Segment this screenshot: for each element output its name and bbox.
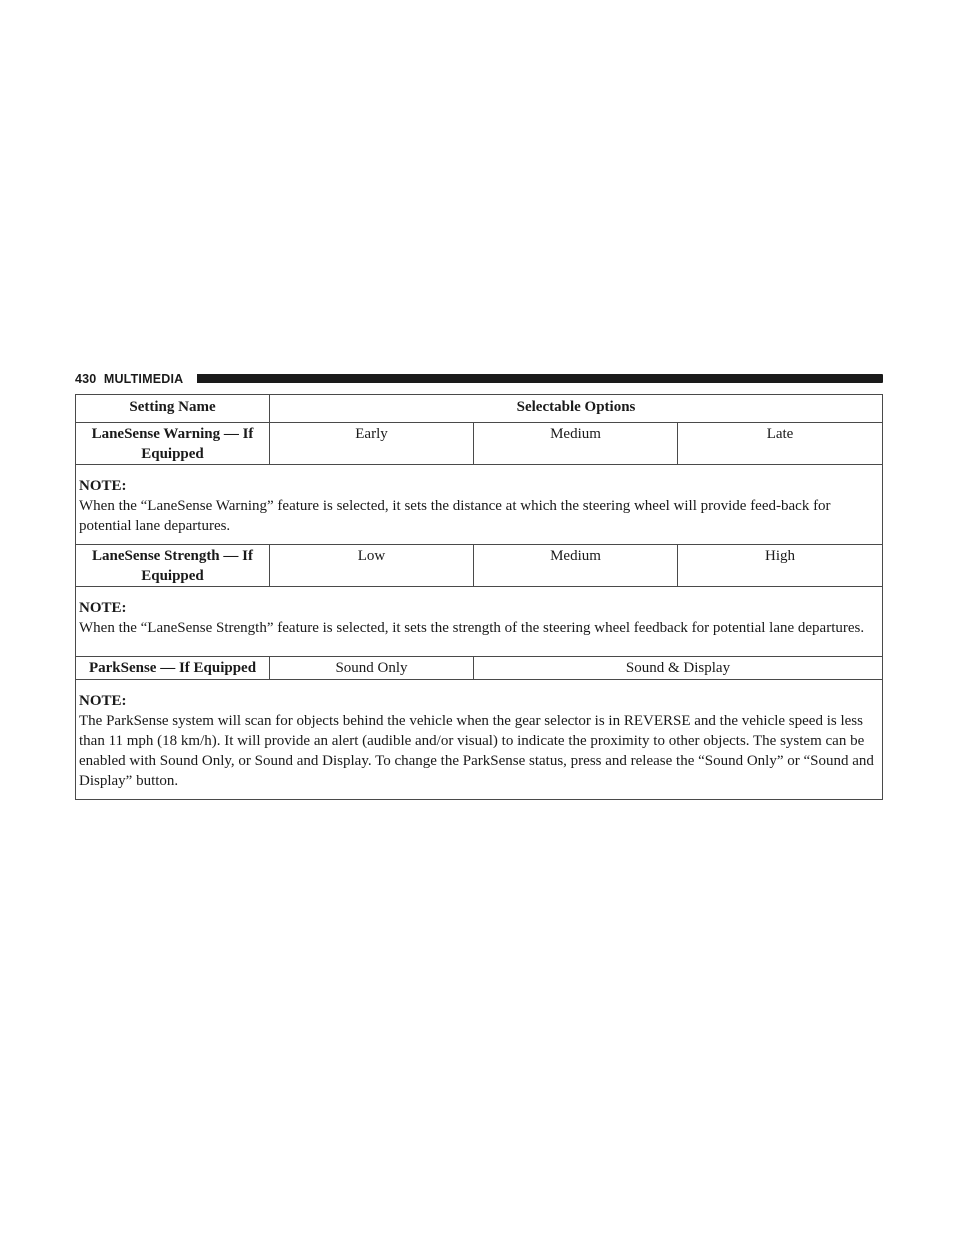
option-medium: Medium [474, 545, 678, 587]
note-row [76, 465, 883, 545]
table-row [76, 423, 883, 465]
section-title: MULTIMEDIA [103, 372, 184, 386]
page-header-label [75, 371, 191, 387]
option-high: High [678, 545, 883, 587]
note-lanesense-strength [76, 587, 883, 657]
settings-table [75, 394, 883, 800]
note-text: The ParkSense system will scan for objects behind the vehicle when the gear selector is in REVERSE and the vehicle speed is less than 11 mph (18 km/h). It will provide an alert (audible and/or visual) to indicate the proximity to other objects. The system can be enabled with Sound Only, or Sound and Display. To change the ParkSense status, press and release the “Sound Only” or “Sound and Display” button. [79, 713, 874, 789]
option-early: Early [270, 423, 474, 465]
table-row [76, 545, 883, 587]
page-header [75, 371, 883, 387]
option-late: Late [678, 423, 883, 465]
table-header-row [76, 395, 883, 423]
note-row [76, 587, 883, 657]
option-low: Low [270, 545, 474, 587]
option-medium: Medium [474, 423, 678, 465]
column-header-selectable-options: Selectable Options [270, 395, 883, 423]
note-label: NOTE: [79, 693, 127, 709]
note-text: When the “LaneSense Warning” feature is selected, it sets the distance at which the steering wheel will provide feed-back for potential lane departures. [79, 498, 831, 534]
setting-name-lanesense-strength: LaneSense Strength — If Equipped [76, 545, 270, 587]
page-number: 430 [75, 372, 97, 386]
note-text: When the “LaneSense Strength” feature is selected, it sets the strength of the steering wheel feedback for potential lane departures. [79, 620, 865, 636]
note-label: NOTE: [79, 478, 127, 494]
note-label: NOTE: [79, 600, 127, 616]
option-sound-and-display: Sound & Display [474, 657, 883, 680]
note-lanesense-warning [76, 465, 883, 545]
table-row [76, 657, 883, 680]
option-sound-only: Sound Only [270, 657, 474, 680]
note-parksense [76, 680, 883, 800]
header-rule [197, 374, 883, 383]
setting-name-lanesense-warning: LaneSense Warning — If Equipped [76, 423, 270, 465]
setting-name-parksense: ParkSense — If Equipped [76, 657, 270, 680]
note-row [76, 680, 883, 800]
column-header-setting-name: Setting Name [76, 395, 270, 423]
